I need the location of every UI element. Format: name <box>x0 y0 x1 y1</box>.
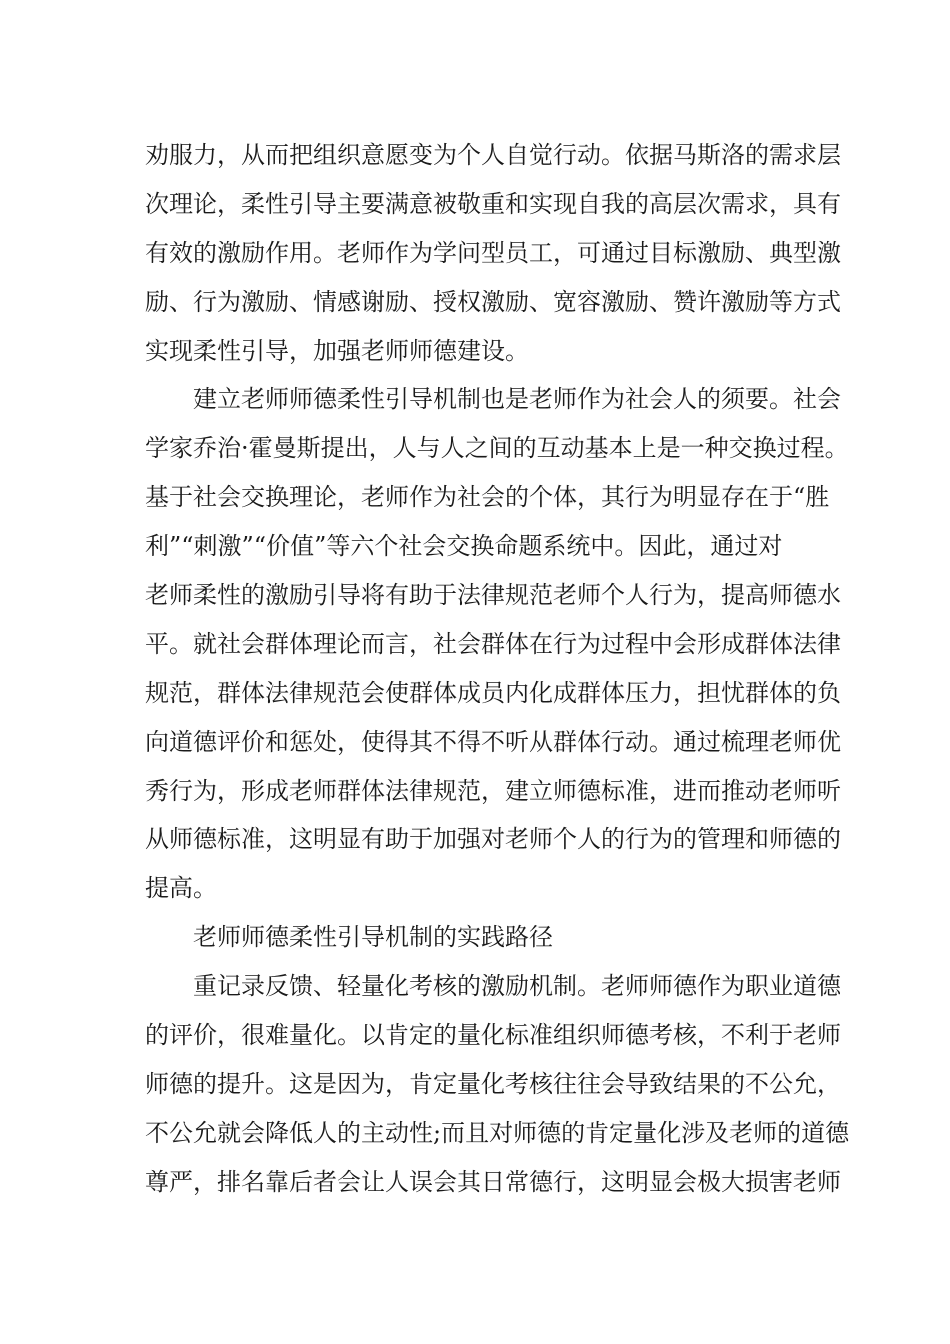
section-heading: 老师师德柔性引导机制的实践路径 <box>193 923 553 952</box>
text-line: 秀行为，形成老师群体法律规范，建立师德标准，进而推动老师听 <box>145 776 841 805</box>
text-line: 的评价，很难量化。以肯定的量化标准组织师德考核，不利于老师 <box>145 1021 841 1050</box>
text-line: 向道德评价和惩处，使得其不得不听从群体行动。通过梳理老师优 <box>145 727 841 756</box>
text-line: 平。就社会群体理论而言，社会群体在行为过程中会形成群体法律 <box>145 629 841 658</box>
paragraph-first-line: 重记录反馈、轻量化考核的激励机制。老师师德作为职业道德 <box>193 972 841 1001</box>
text-line: 劝服力，从而把组织意愿变为个人自觉行动。依据马斯洛的需求层 <box>145 141 841 169</box>
text-line: 规范，群体法律规范会使群体成员内化成群体压力，担忧群体的负 <box>145 678 841 707</box>
text-line: 师德的提升。这是因为，肯定量化考核往往会导致结果的不公允， <box>145 1069 841 1098</box>
text-line: 励、行为激励、情感谢励、授权激励、宽容激励、赞许激励等方式 <box>145 287 841 316</box>
text-line: 学家乔治·霍曼斯提出，人与人之间的互动基本上是一种交换过程。 <box>145 434 849 463</box>
body-text <box>145 131 850 1207</box>
text-line: 利”“刺激”“价值”等六个社会交换命题系统中。因此，通过对 <box>145 532 783 561</box>
paragraph-first-line: 建立老师师德柔性引导机制也是老师作为社会人的须要。社会 <box>193 385 841 414</box>
text-line: 提高。 <box>145 874 217 903</box>
text-line: 尊严，排名靠后者会让人误会其日常德行，这明显会极大损害老师 <box>145 1167 841 1196</box>
text-line: 次理论，柔性引导主要满意被敬重和实现自我的高层次需求，具有 <box>145 189 841 218</box>
text-line: 有效的激励作用。老师作为学问型员工，可通过目标激励、典型激 <box>145 238 841 267</box>
text-line: 从师德标准，这明显有助于加强对老师个人的行为的管理和师德的 <box>145 825 841 854</box>
text-line: 实现柔性引导，加强老师师德建设。 <box>145 336 529 365</box>
text-line: 不公允就会降低人的主动性;而且对师德的肯定量化涉及老师的道德 <box>145 1118 850 1147</box>
text-line: 基于社会交换理论，老师作为社会的个体，其行为明显存在于“胜 <box>145 483 830 512</box>
text-line: 老师柔性的激励引导将有助于法律规范老师个人行为，提高师德水 <box>145 581 841 610</box>
